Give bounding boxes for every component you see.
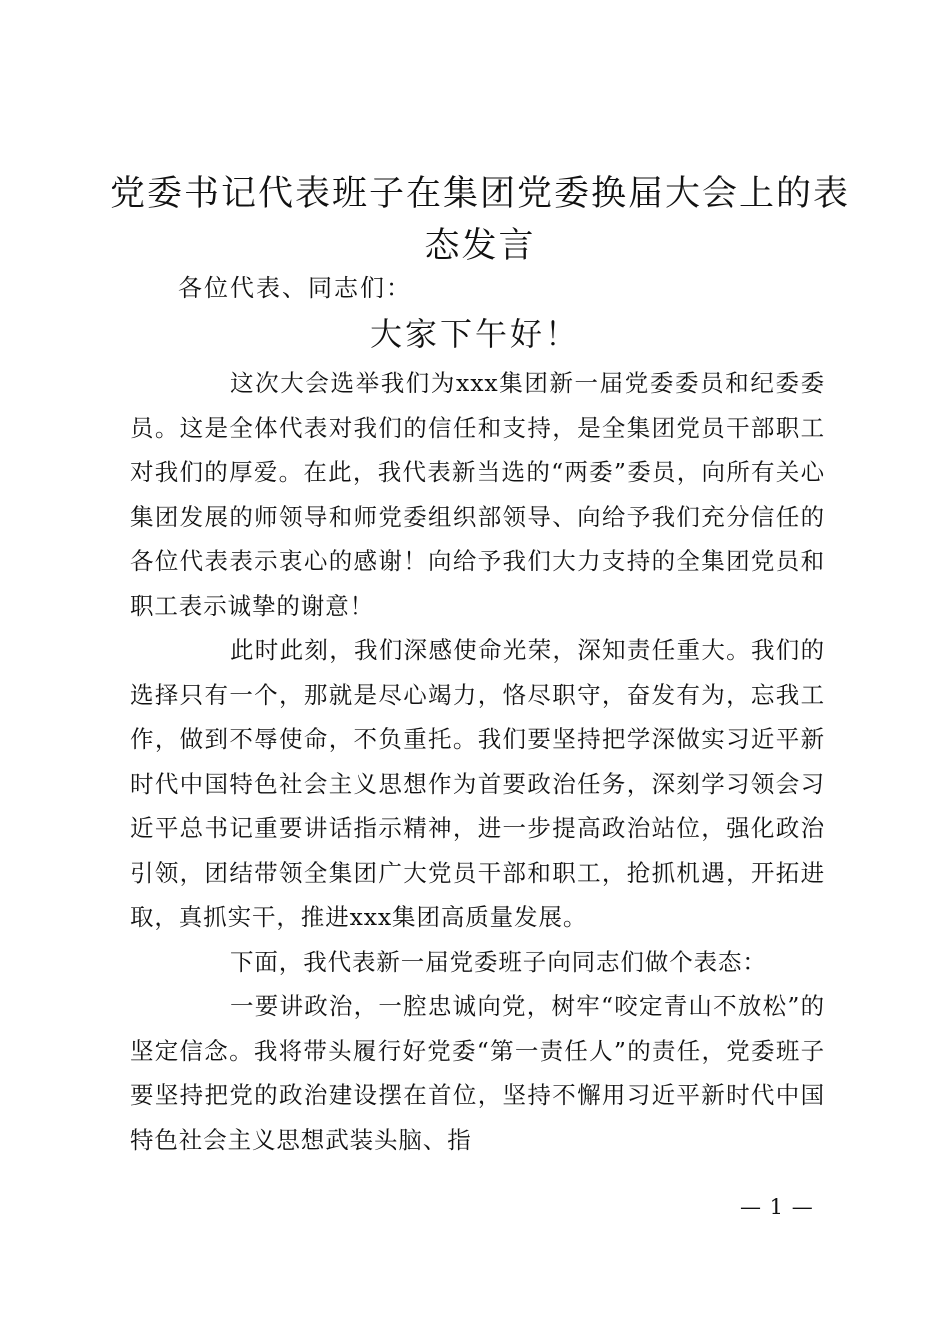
paragraph-2: 此时此刻，我们深感使命光荣，深知责任重大。我们的选择只有一个，那就是尽心竭力，恪尽职守，奋发有为，忘我工作，做到不辱使命，不负重托。我们要坚持把学深做实习近平新时代中国特色社会主义思想作为首要政治任务，深刻学习领会习近平总书记重要讲话指示精神，进一步提高政治站位，强化政治引领，团结带领全集团广大党员干部和职工，抢抓机遇，开拓进取，真抓实干，推进xxx集团高质量发展。 <box>130 636 825 931</box>
paragraph-3: 下面，我代表新一届党委班子向同志们做个表态： <box>230 947 767 976</box>
salutation: 各位代表、同志们： <box>178 274 412 302</box>
paragraph-4: 一要讲政治，一腔忠诚向党，树牢“咬定青山不放松”的坚定信念。我将带头履行好党委“第一责任人”的责任，党委班子要坚持把党的政治建设摆在首位，坚持不懈用习近平新时代中国特色社会主义思想武装头脑、指 <box>130 992 825 1154</box>
greeting: 大家下午好！ <box>369 315 580 353</box>
paragraph-1: 这次大会选举我们为xxx集团新一届党委委员和纪委委员。这是全体代表对我们的信任和支持，是全集团党员干部职工对我们的厚爱。在此，我代表新当选的“两委”委员，向所有关心集团发展的师领导和师党委组织部领导、向给予我们充分信任的各位代表表示衷心的感谢！向给予我们大力支持的全集团党员和职工表示诚挚的谢意！ <box>130 369 825 620</box>
document-title: 党委书记代表班子在集团党委换届大会上的表态发言 <box>110 174 851 266</box>
body-text <box>130 361 825 1162</box>
page-number: — 1 — <box>740 1195 814 1219</box>
